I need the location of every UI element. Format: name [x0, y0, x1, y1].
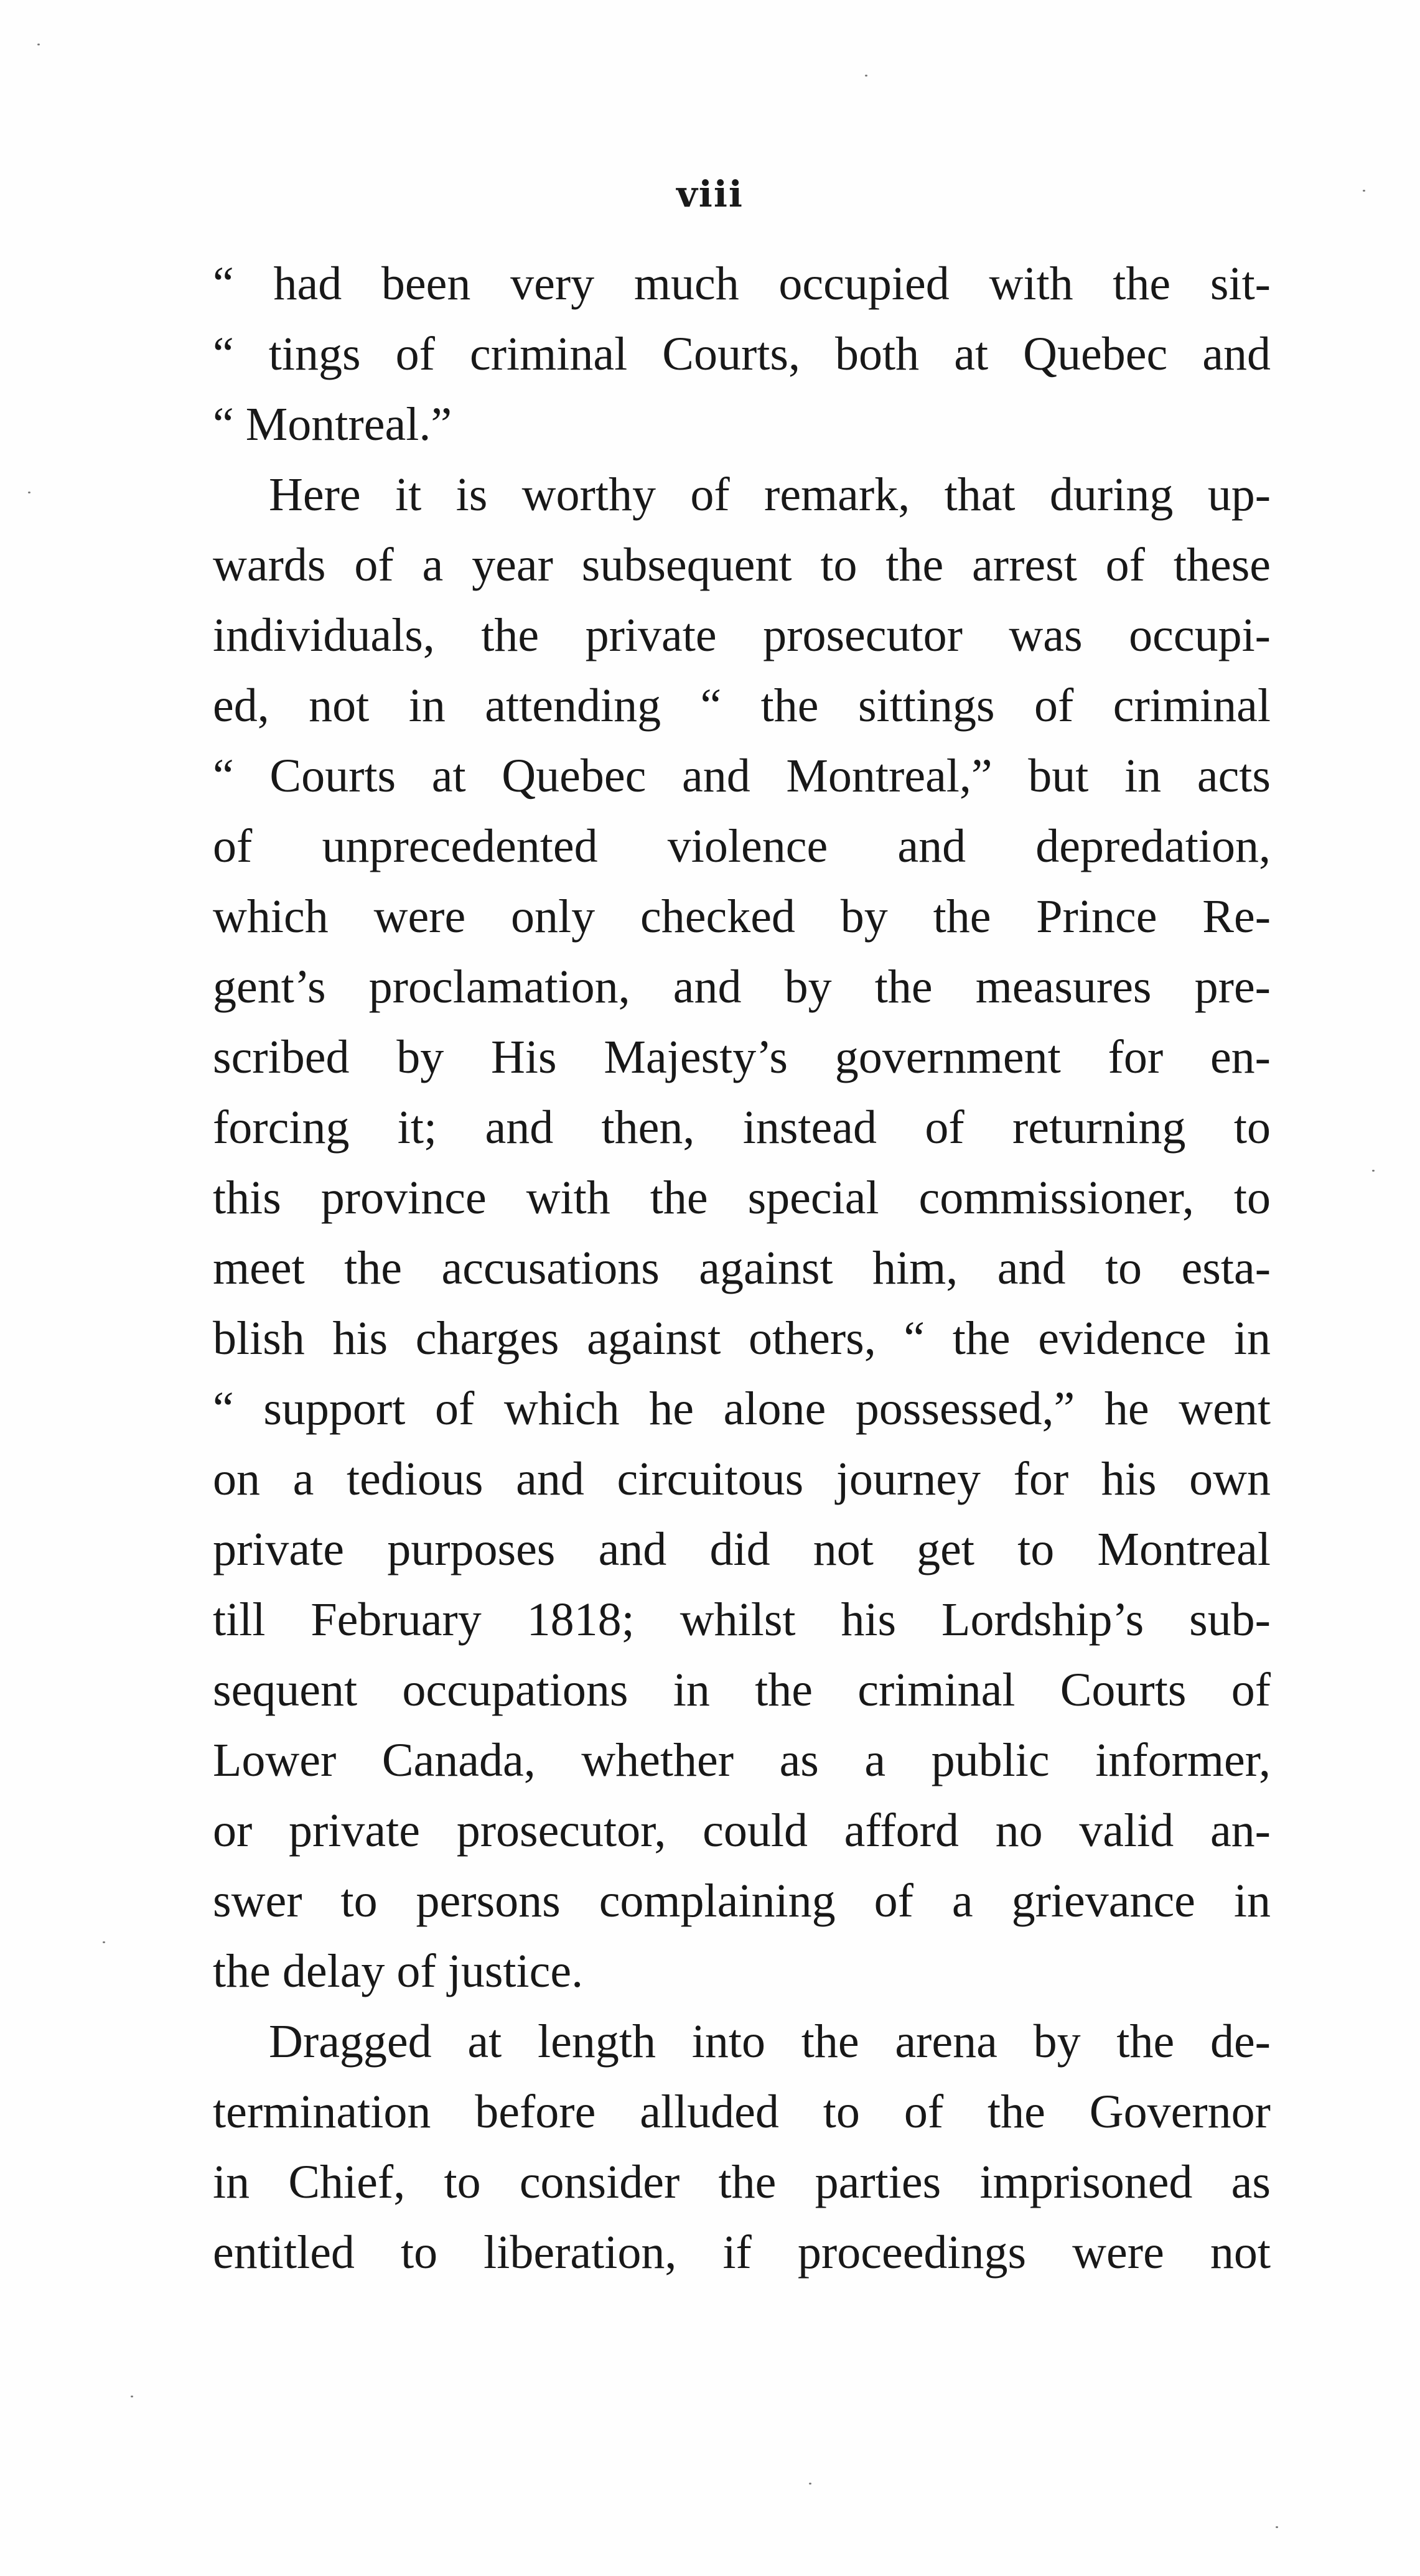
text-line: sequent occupations in the criminal Courts of — [213, 1664, 1271, 1716]
text-line: wards of a year subsequent to the arrest of these — [213, 539, 1271, 591]
text-line: forcing it; and then, instead of returning to — [213, 1101, 1271, 1154]
paper-speck — [1276, 2526, 1278, 2528]
text-line: the delay of justice. — [213, 1945, 584, 1997]
text-line: Here it is worthy of remark, that during up- — [269, 469, 1271, 521]
text-line: blish his charges against others, “ the evidence in — [213, 1312, 1271, 1365]
text-line: “ had been very much occupied with the sit- — [213, 258, 1271, 310]
paragraph-3 — [213, 2007, 1271, 2288]
paper-speck — [103, 1941, 105, 1943]
paper-speck — [1372, 1170, 1375, 1172]
text-line: Lower Canada, whether as a public informer, — [213, 1734, 1271, 1786]
paragraph-1 — [213, 249, 1271, 460]
text-line: swer to persons complaining of a grievance in — [213, 1875, 1271, 1927]
text-line: in Chief, to consider the parties imprisoned as — [213, 2156, 1271, 2208]
paper-speck — [28, 492, 30, 493]
text-line: Dragged at length into the arena by the de- — [269, 2015, 1271, 2068]
text-line: of unprecedented violence and depredation, — [213, 820, 1271, 872]
paper-speck — [37, 44, 40, 45]
text-line: termination before alluded to of the Governor — [213, 2086, 1271, 2138]
text-line: gent’s proclamation, and by the measures pre- — [213, 961, 1271, 1013]
paper-speck — [865, 75, 867, 77]
page-number: viii — [676, 173, 744, 215]
text-line: “ tings of criminal Courts, both at Quebec and — [213, 328, 1271, 380]
paragraph-2 — [213, 460, 1271, 2007]
text-line: till February 1818; whilst his Lordship’s sub- — [213, 1594, 1271, 1646]
text-line: scribed by His Majesty’s government for en- — [213, 1031, 1271, 1083]
paper-speck — [131, 2396, 133, 2397]
text-line: “ Courts at Quebec and Montreal,” but in acts — [213, 750, 1271, 802]
text-line: this province with the special commissioner, to — [213, 1172, 1271, 1224]
text-line: which were only checked by the Prince Re- — [213, 890, 1271, 943]
paper-speck — [1363, 190, 1365, 192]
text-line: individuals, the private prosecutor was occupi- — [213, 609, 1271, 661]
text-line: on a tedious and circuitous journey for his own — [213, 1453, 1271, 1505]
text-line: or private prosecutor, could afford no valid an- — [213, 1804, 1271, 1857]
body-text — [213, 249, 1271, 2288]
text-line: ed, not in attending “ the sittings of criminal — [213, 679, 1271, 732]
text-line: meet the accusations against him, and to esta- — [213, 1242, 1271, 1294]
text-line: entitled to liberation, if proceedings were not — [213, 2226, 1271, 2279]
text-line: “ support of which he alone possessed,” he went — [213, 1383, 1271, 1435]
text-line: “ Montreal.” — [213, 398, 452, 450]
paper-speck — [809, 2483, 811, 2485]
text-line: private purposes and did not get to Montreal — [213, 1523, 1271, 1575]
